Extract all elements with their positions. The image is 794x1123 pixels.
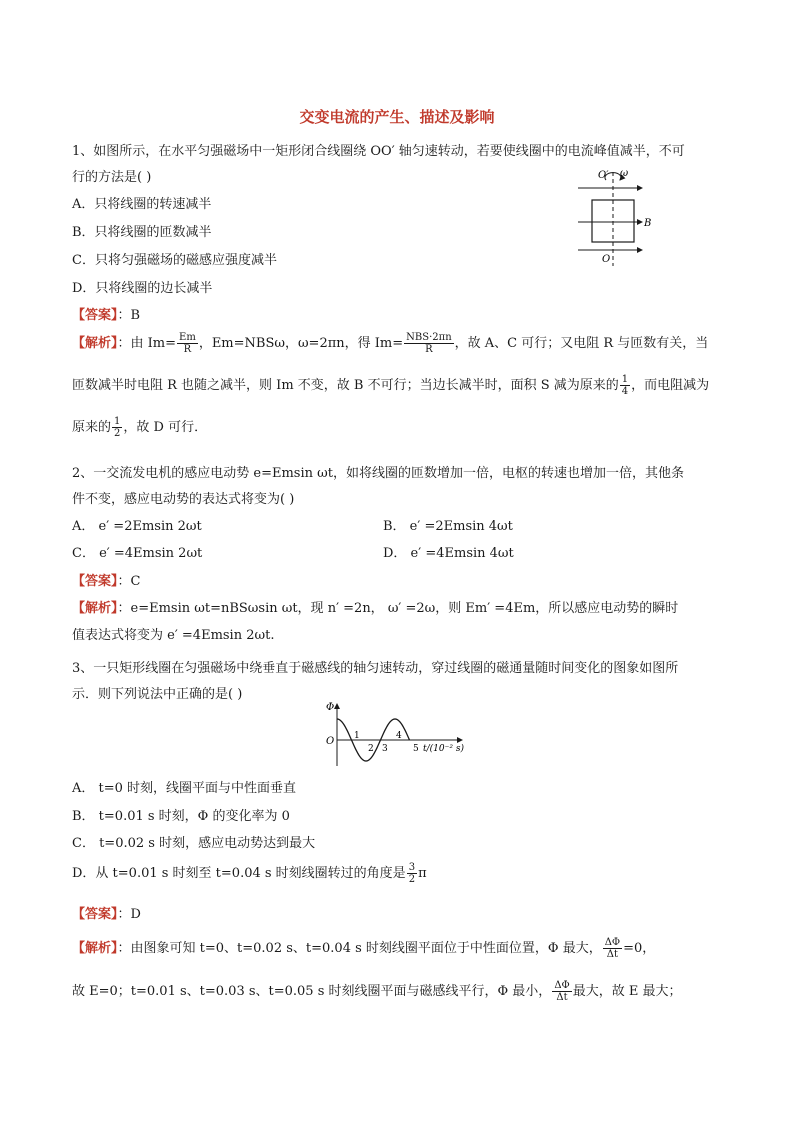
fraction-numerator: ΔΦ — [554, 980, 570, 991]
field-label: B — [644, 218, 652, 229]
fraction — [620, 374, 630, 397]
fraction-denominator: 2 — [114, 428, 121, 439]
q1-analysis-text: ：由 Im= — [117, 336, 177, 351]
fraction — [407, 862, 417, 885]
fraction-denominator: 2 — [408, 874, 416, 885]
q2-analysis-line2: 值表达式将变为 e′ =4Emsin 2ωt. — [72, 628, 275, 643]
q3-analysis-text: =0， — [623, 941, 656, 956]
q2-stem-line2: 件不变，感应电动势的表达式将变为( ) — [72, 492, 295, 507]
y-axis-label: Φ — [326, 702, 335, 713]
q1-answer — [72, 304, 140, 323]
fraction-denominator: Δt — [606, 949, 619, 960]
q2-answer — [72, 570, 140, 589]
q1-option-b: B．只将线圈的匝数减半 — [72, 225, 212, 240]
axis-label-bottom: O — [602, 254, 611, 265]
q3-option-a: A． t=0 时刻，线圈平面与中性面垂直 — [72, 781, 297, 796]
q1-option-a: A．只将线圈的转速减半 — [72, 197, 212, 212]
q1-answer-label: 【答案】 — [72, 308, 118, 323]
q2-answer-label: 【答案】 — [72, 574, 118, 589]
q3-option-c: C． t=0.02 s 时刻，感应电动势达到最大 — [72, 836, 316, 851]
x-axis-label: t/(10⁻² s) — [423, 744, 464, 754]
fraction — [177, 332, 198, 355]
page-title: 交变电流的产生、描述及影响 — [299, 108, 495, 126]
q2-option-c: C． e′ =4Emsin 2ωt — [72, 546, 203, 561]
tick-label-4: 4 — [396, 731, 402, 741]
fraction-numerator: Em — [179, 332, 196, 343]
q3-flux-graph — [320, 700, 470, 770]
q1-analysis-line1 — [72, 332, 708, 355]
q3-answer — [72, 903, 141, 922]
q2-analysis-text: ：e=Emsin ωt=nBSωsin ωt，现 n′ =2n， ω′ =2ω，则 Em′ =4Em，所以感应电动势的瞬时 — [117, 601, 679, 616]
fraction — [112, 416, 122, 439]
q1-option-c: C．只将匀强磁场的磁感应强度减半 — [72, 253, 277, 268]
q2-option-b: B． e′ =2Emsin 4ωt — [383, 519, 513, 534]
q3-analysis-line2 — [72, 980, 682, 1003]
q3-stem-line1: 3、一只矩形线圈在匀强磁场中绕垂直于磁感线的轴匀速转动，穿过线圈的磁通量随时间变化的图象如图所 — [72, 661, 679, 676]
q1-analysis-text: ，而电阻减为 — [631, 378, 710, 393]
q3-answer-value: ：D — [117, 907, 141, 922]
q2-analysis-line1 — [72, 597, 678, 616]
omega-label: ω — [620, 168, 629, 179]
q1-analysis-label: 【解析】 — [72, 336, 118, 351]
q3-analysis-text: ：由图象可知 t=0、t=0.02 s、t=0.04 s 时刻线圈平面位于中性面位置，Φ 最大， — [117, 941, 602, 956]
tick-label-3: 3 — [382, 744, 388, 754]
q1-stem-line2: 行的方法是( ) — [72, 170, 152, 185]
tick-label-5: 5 — [413, 744, 419, 754]
q3-analysis-text: 故 E=0；t=0.01 s、t=0.03 s、t=0.05 s 时刻线圈平面与磁感线平行，Φ 最小， — [72, 984, 552, 999]
fraction-numerator: 1 — [114, 416, 121, 427]
q1-analysis-text: ，Em=NBSω，ω=2πn，得 Im= — [198, 336, 404, 351]
fraction-denominator: 4 — [621, 386, 629, 397]
fraction — [552, 980, 571, 1003]
q1-coil-figure — [570, 166, 660, 272]
fraction-numerator: 3 — [408, 862, 416, 873]
q1-answer-value: ：B — [117, 308, 141, 323]
q1-stem-line1: 1、如图所示，在水平匀强磁场中一矩形闭合线圈绕 OO′ 轴匀速转动，若要使线圈中的电流峰值减半，不可 — [72, 144, 685, 159]
fraction-denominator: R — [425, 344, 433, 355]
fraction — [603, 937, 622, 960]
q3-answer-label: 【答案】 — [72, 907, 118, 922]
q1-analysis-text: 匝数减半时电阻 R 也随之减半，则 Im 不变，故 B 不可行；当边长减半时，面积 S 减为原来的 — [72, 378, 619, 393]
q2-analysis-label: 【解析】 — [72, 601, 118, 616]
origin-label: O — [326, 736, 335, 747]
q3-option-d-text: π — [418, 866, 427, 881]
fraction-denominator: Δt — [556, 992, 568, 1003]
q3-option-b: B． t=0.01 s 时刻，Φ 的变化率为 0 — [72, 809, 290, 824]
q1-analysis-line2 — [72, 374, 709, 397]
fraction-numerator: 1 — [621, 374, 629, 385]
q1-analysis-line3 — [72, 416, 207, 439]
q3-option-d-text: D．从 t=0.01 s 时刻至 t=0.04 s 时刻线圈转过的角度是 — [72, 866, 406, 881]
q3-analysis-line1 — [72, 937, 655, 960]
tick-label-2: 2 — [368, 744, 374, 754]
q1-analysis-text: ，故 A、C 可行；又电阻 R 与匝数有关，当 — [454, 336, 709, 351]
fraction-numerator: NBS·2πn — [406, 332, 452, 343]
q2-stem-line1: 2、一交流发电机的感应电动势 e=Emsin ωt，如将线圈的匝数增加一倍，电枢的转速也增加一倍，其他条 — [72, 466, 684, 481]
q2-option-d: D． e′ =4Emsin 4ωt — [383, 546, 514, 561]
q1-option-d: D．只将线圈的边长减半 — [72, 281, 213, 296]
fraction-numerator: ΔΦ — [604, 937, 621, 948]
q1-analysis-text: ，故 D 可行． — [123, 420, 208, 435]
tick-label-1: 1 — [354, 731, 360, 741]
axis-label-top: O′ — [598, 170, 609, 181]
fraction — [404, 332, 454, 355]
q3-analysis-text: 最大，故 E 最大； — [572, 984, 682, 999]
q3-analysis-label: 【解析】 — [72, 941, 118, 956]
q2-answer-value: ：C — [117, 574, 141, 589]
q2-option-a: A． e′ =2Emsin 2ωt — [72, 519, 202, 534]
q1-analysis-text: 原来的 — [72, 420, 112, 435]
fraction-denominator: R — [183, 344, 192, 355]
q3-option-d — [72, 862, 427, 885]
q3-stem-line2: 示．则下列说法中正确的是( ) — [72, 687, 243, 702]
